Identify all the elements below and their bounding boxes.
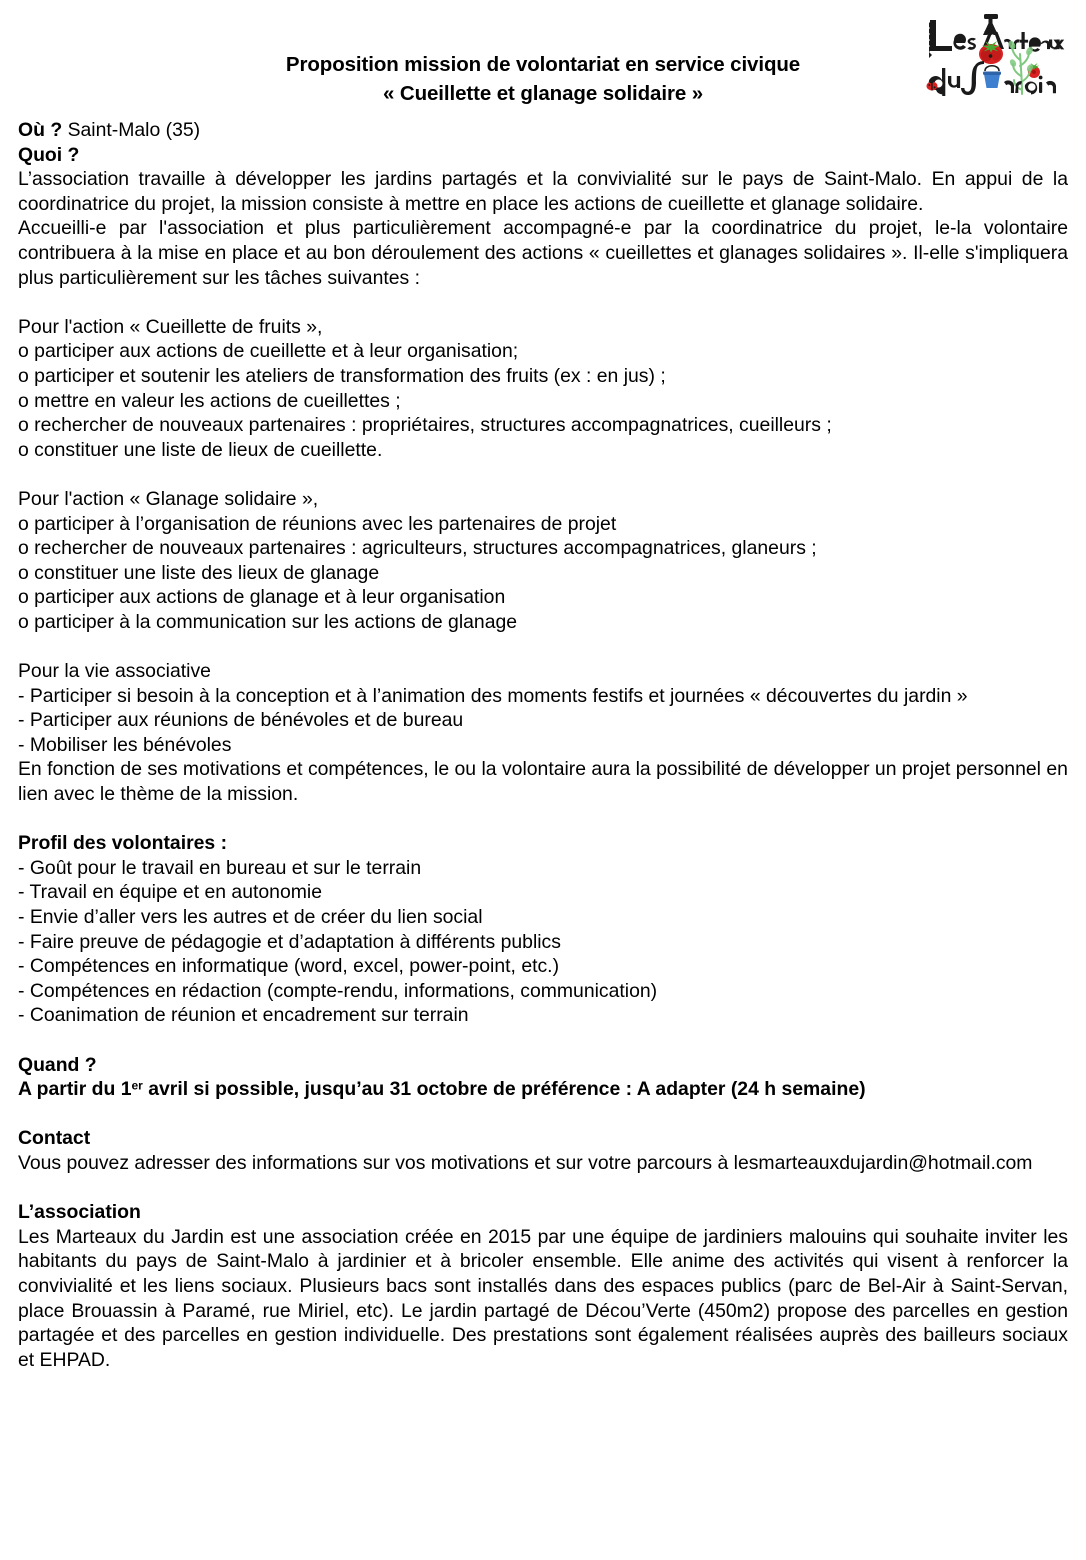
list-item: o rechercher de nouveaux partenaires : agriculteurs, structures accompagnatrices, glaneurs ; xyxy=(18,537,817,560)
section-quoi-paragraph2: Accueilli-e par l'association et plus particulièrement accompagné-e par la coordinatrice du projet, le-la volontaire contribuera à la mise en place et au bon déroulement des actions « cueillettes et glanages solidaires ». Il-elle s'impliquera plus particulièrement sur les tâches suivantes : xyxy=(18,217,1068,289)
list-item: o participer à l’organisation de réunions avec les partenaires de projet xyxy=(18,512,617,535)
vie-associative-list xyxy=(18,684,1068,758)
association-paragraph: Les Marteaux du Jardin est une association créée en 2015 par une équipe de jardiniers malouins qui souhaite inviter les habitants du pays de Saint-Malo à jardinier et à bricoler ensemble. Elle anime des activités qui visent à renforcer la convivialité et les liens sociaux. Plusieurs bacs sont installés dans des espaces publics (parc de Bel-Air à Saint-Servan, place Brouassin à Paramé, rue Miriel, etc). Le jardin partagé de Décou’Verte (450m2) propose des parcelles en gestion partagée et des parcelles en gestion individuelle. Des prestations sont également réalisées auprès des bailleurs sociaux et EHPAD. xyxy=(18,1225,1068,1371)
list-item: - Coanimation de réunion et encadrement sur terrain xyxy=(18,1004,469,1027)
page-title xyxy=(18,50,1068,108)
document-body xyxy=(18,118,1068,1372)
list-item: o mettre en valeur les actions de cueillettes ; xyxy=(18,389,401,412)
list-item: - Travail en équipe et en autonomie xyxy=(18,881,322,904)
list-item: - Compétences en informatique (word, excel, power-point, etc.) xyxy=(18,955,560,978)
contact-text xyxy=(18,1151,1068,1176)
list-item: o constituer une liste des lieux de glanage xyxy=(18,561,380,584)
action-cueillette-block xyxy=(18,315,1068,463)
list-item: o participer à la communication sur les actions de glanage xyxy=(18,610,518,633)
les-marteaux-du-jardin-logo xyxy=(918,2,1068,106)
list-item: o constituer une liste de lieux de cueillette. xyxy=(18,438,383,461)
list-item: - Mobiliser les bénévoles xyxy=(18,733,232,756)
list-item: - Participer si besoin à la conception et à l’animation des moments festifs et journées « découvertes du jardin » xyxy=(18,684,968,707)
profil-list xyxy=(18,856,1068,1028)
profil-heading: Profil des volontaires : xyxy=(18,832,228,855)
quand-heading: Quand ? xyxy=(18,1053,97,1076)
list-item: - Faire preuve de pédagogie et d’adaptation à différents publics xyxy=(18,930,561,953)
section-ou-value: Saint-Malo (35) xyxy=(67,119,201,141)
contact-email[interactable]: lesmarteauxdujardin@hotmail.com xyxy=(733,1151,1033,1174)
page-title-line2: « Cueillette et glanage solidaire » xyxy=(382,82,704,105)
vie-associative-block xyxy=(18,659,1068,757)
action-glanage-block xyxy=(18,487,1068,635)
section-ou-label: Où ? xyxy=(18,119,63,141)
action-glanage-list xyxy=(18,512,1068,635)
action-cueillette-list xyxy=(18,339,1068,462)
section-ou xyxy=(18,118,1068,143)
quand-block xyxy=(18,1053,1068,1102)
contact-block xyxy=(18,1126,1068,1175)
list-item: - Compétences en rédaction (compte-rendu, informations, communication) xyxy=(18,979,658,1002)
quand-detail-ordinal: er xyxy=(131,1078,143,1093)
vie-associative-intro: Pour la vie associative xyxy=(18,660,211,683)
contact-heading: Contact xyxy=(18,1127,91,1150)
association-block xyxy=(18,1200,1068,1372)
action-glanage-intro: Pour l'action « Glanage solidaire », xyxy=(18,487,319,510)
quand-detail-after: avril si possible, jusqu’au 31 octobre de préférence : A adapter (24 h semaine) xyxy=(142,1078,866,1101)
list-item: - Goût pour le travail en bureau et sur le terrain xyxy=(18,856,422,879)
section-quoi-paragraph1: L’association travaille à développer les jardins partagés et la convivialité sur le pays de Saint-Malo. En appui de la coordinatrice du projet, la mission consiste à mettre en place les actions de cueillette et glanage solidaire. xyxy=(18,168,1068,215)
page-title-line1: Proposition mission de volontariat en service civique xyxy=(285,53,801,76)
list-item: o rechercher de nouveaux partenaires : propriétaires, structures accompagnatrices, cueilleurs ; xyxy=(18,414,832,437)
document-header xyxy=(18,0,1068,118)
list-item: o participer aux actions de glanage et à leur organisation xyxy=(18,586,506,609)
association-heading: L’association xyxy=(18,1201,141,1224)
section-quoi-heading: Quoi ? xyxy=(18,143,80,166)
list-item: o participer et soutenir les ateliers de transformation des fruits (ex : en jus) ; xyxy=(18,364,666,387)
list-item: - Participer aux réunions de bénévoles et de bureau xyxy=(18,709,464,732)
action-cueillette-intro: Pour l'action « Cueillette de fruits », xyxy=(18,315,323,338)
contact-text-before: Vous pouvez adresser des informations sur vos motivations et sur votre parcours à xyxy=(18,1151,734,1174)
list-item: o participer aux actions de cueillette et à leur organisation; xyxy=(18,340,519,363)
list-item: - Envie d’aller vers les autres et de créer du lien social xyxy=(18,906,483,928)
quand-detail xyxy=(18,1077,1068,1102)
quand-detail-before: A partir du 1 xyxy=(18,1078,132,1101)
profil-block xyxy=(18,831,1068,1028)
projet-personnel-paragraph: En fonction de ses motivations et compétences, le ou la volontaire aura la possibilité de développer un projet personnel en lien avec le thème de la mission. xyxy=(18,758,1068,806)
